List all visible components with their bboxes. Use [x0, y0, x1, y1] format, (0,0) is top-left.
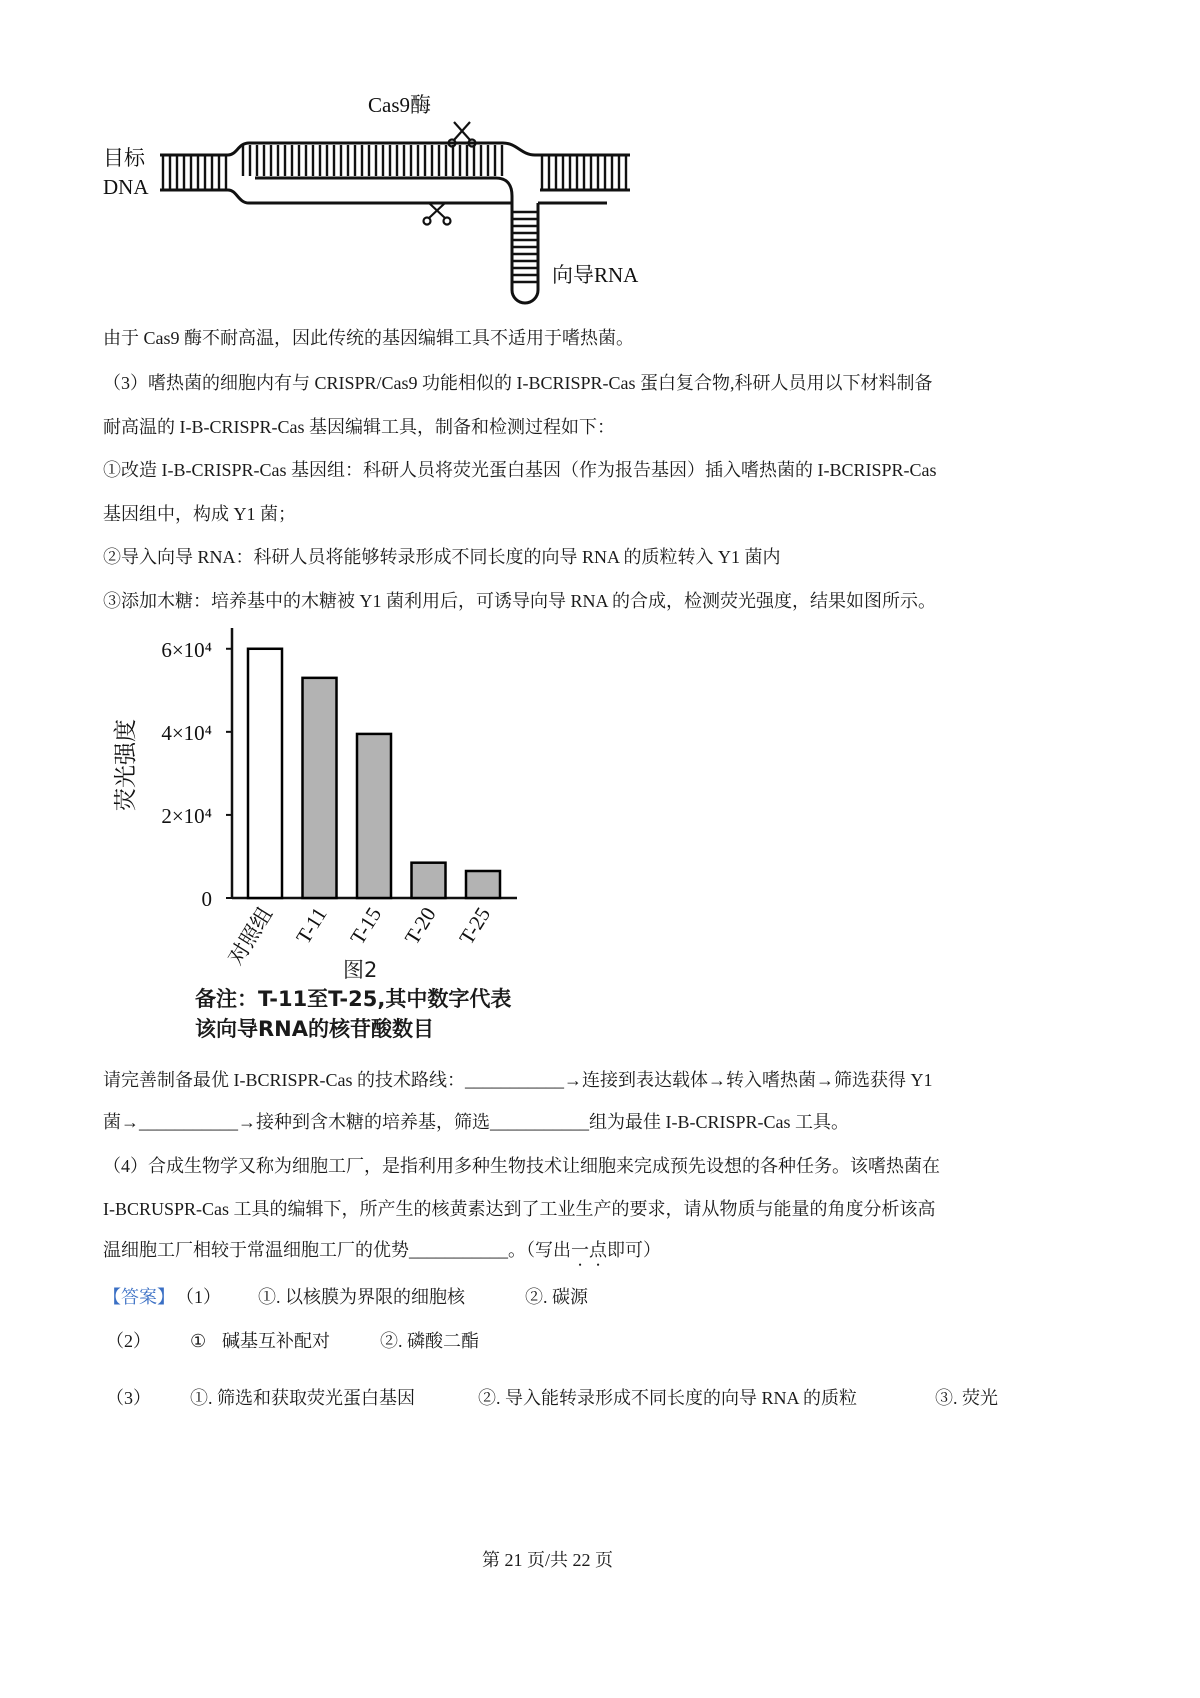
enzyme-label: Cas9酶 — [368, 93, 431, 117]
question-text-line: I-BCRUSPR-Cas 工具的编辑下，所产生的核黄素达到了工业生产的要求，请从物质与能量的角度分析该高 — [103, 1199, 936, 1219]
cas9-diagram — [0, 0, 700, 320]
question-text-line: ②导入向导 RNA：科研人员将能够转录形成不同长度的向导 RNA 的质粒转入 Y1 菌内 — [103, 547, 781, 567]
bar-2 — [357, 734, 391, 898]
y-tick-label: 0 — [201, 887, 212, 911]
chart-note-line: 备注：T-11至T-25,其中数字代表 — [195, 987, 512, 1011]
question-text-line: 基因组中，构成 Y1 菌； — [103, 504, 296, 524]
base-pair-rungs — [163, 145, 626, 282]
bottom-strand — [160, 190, 512, 203]
question-text-line — [103, 1238, 661, 1270]
top-strand — [160, 143, 630, 155]
emphasized-text: 一点 — [571, 1240, 607, 1260]
y-tick-label: 6×10⁴ — [161, 637, 212, 662]
answer-item: 碱基互补配对 — [222, 1331, 330, 1351]
fluorescence-bar-chart — [100, 620, 540, 990]
bar-3 — [412, 863, 446, 898]
y-axis-label: 荧光强度 — [113, 719, 138, 811]
y-ticks — [161, 638, 232, 911]
answer-item: ③. 荧光 — [935, 1388, 998, 1408]
chart-note-line: 该向导RNA的核苷酸数目 — [195, 1017, 434, 1041]
x-tick-label: 对照组 — [223, 902, 278, 970]
answer-number: （1） — [176, 1287, 221, 1307]
y-tick-label: 4×10⁴ — [161, 720, 212, 745]
answer-tag: 【答案】 — [103, 1287, 175, 1307]
y-tick-label: 2×10⁴ — [161, 803, 212, 828]
guide-rna-strand — [255, 178, 538, 303]
scissors-icon — [424, 203, 451, 225]
answer-item: ②. 碳源 — [525, 1287, 588, 1307]
bar-4 — [466, 871, 500, 898]
answer-number: （2） — [106, 1331, 151, 1351]
bars — [248, 649, 500, 898]
guide-rna-label: 向导RNA — [552, 263, 639, 287]
x-tick-label: T-20 — [399, 902, 441, 949]
question-text-line: （4）合成生物学又称为细胞工厂，是指利用多种生物技术让细胞来完成预先设想的各种任务。该嗜热菌在 — [103, 1156, 940, 1176]
question-text-line: ③添加木糖：培养基中的木糖被 Y1 菌利用后，可诱导向导 RNA 的合成，检测荧光强度，结果如图所示。 — [103, 591, 937, 611]
question-text: 即可） — [607, 1240, 661, 1260]
answer-item: ① — [190, 1331, 207, 1351]
bar-1 — [303, 678, 337, 898]
answer-item: ①. 以核膜为界限的细胞核 — [258, 1287, 465, 1307]
x-tick-label: T-25 — [454, 902, 496, 949]
x-tick-label: T-15 — [345, 902, 387, 949]
answer-item: ①. 筛选和获取荧光蛋白基因 — [190, 1388, 415, 1408]
question-text-line: 由于 Cas9 酶不耐高温，因此传统的基因编辑工具不适用于嗜热菌。 — [103, 328, 634, 348]
answer-item: ②. 磷酸二酯 — [380, 1331, 479, 1351]
page-footer: 第 21 页/共 22 页 — [482, 1550, 614, 1570]
question-text-line: 耐高温的 I-B-CRISPR-Cas 基因编辑工具，制备和检测过程如下： — [103, 417, 616, 437]
target-label-line1: 目标 — [103, 146, 145, 170]
question-text-line: ①改造 I-B-CRISPR-Cas 基因组：科研人员将荧光蛋白基因（作为报告基因）插入嗜热菌的 I-BCRISPR-Cas — [103, 460, 937, 480]
bar-0 — [248, 649, 282, 898]
target-label-line2: DNA — [103, 175, 149, 199]
question-text-line: 菌→___________→接种到含木糖的培养基，筛选___________组为最佳 I-B-CRISPR-Cas 工具。 — [103, 1112, 850, 1132]
question-text-line: （3）嗜热菌的细胞内有与 CRISPR/Cas9 功能相似的 I-BCRISPR-Cas 蛋白复合物,科研人员用以下材料制备 — [103, 373, 933, 393]
figure-label: 图2 — [343, 958, 378, 982]
answer-item: ②. 导入能转录形成不同长度的向导 RNA 的质粒 — [478, 1388, 858, 1408]
x-tick-label: T-11 — [291, 902, 332, 948]
question-text-line: 请完善制备最优 I-BCRISPR-Cas 的技术路线：___________→连接到表达载体→转入嗜热菌→筛选获得 Y1 — [103, 1070, 933, 1090]
answer-number: （3） — [106, 1388, 151, 1408]
question-text: 温细胞工厂相较于常温细胞工厂的优势___________。（写出 — [103, 1240, 571, 1260]
